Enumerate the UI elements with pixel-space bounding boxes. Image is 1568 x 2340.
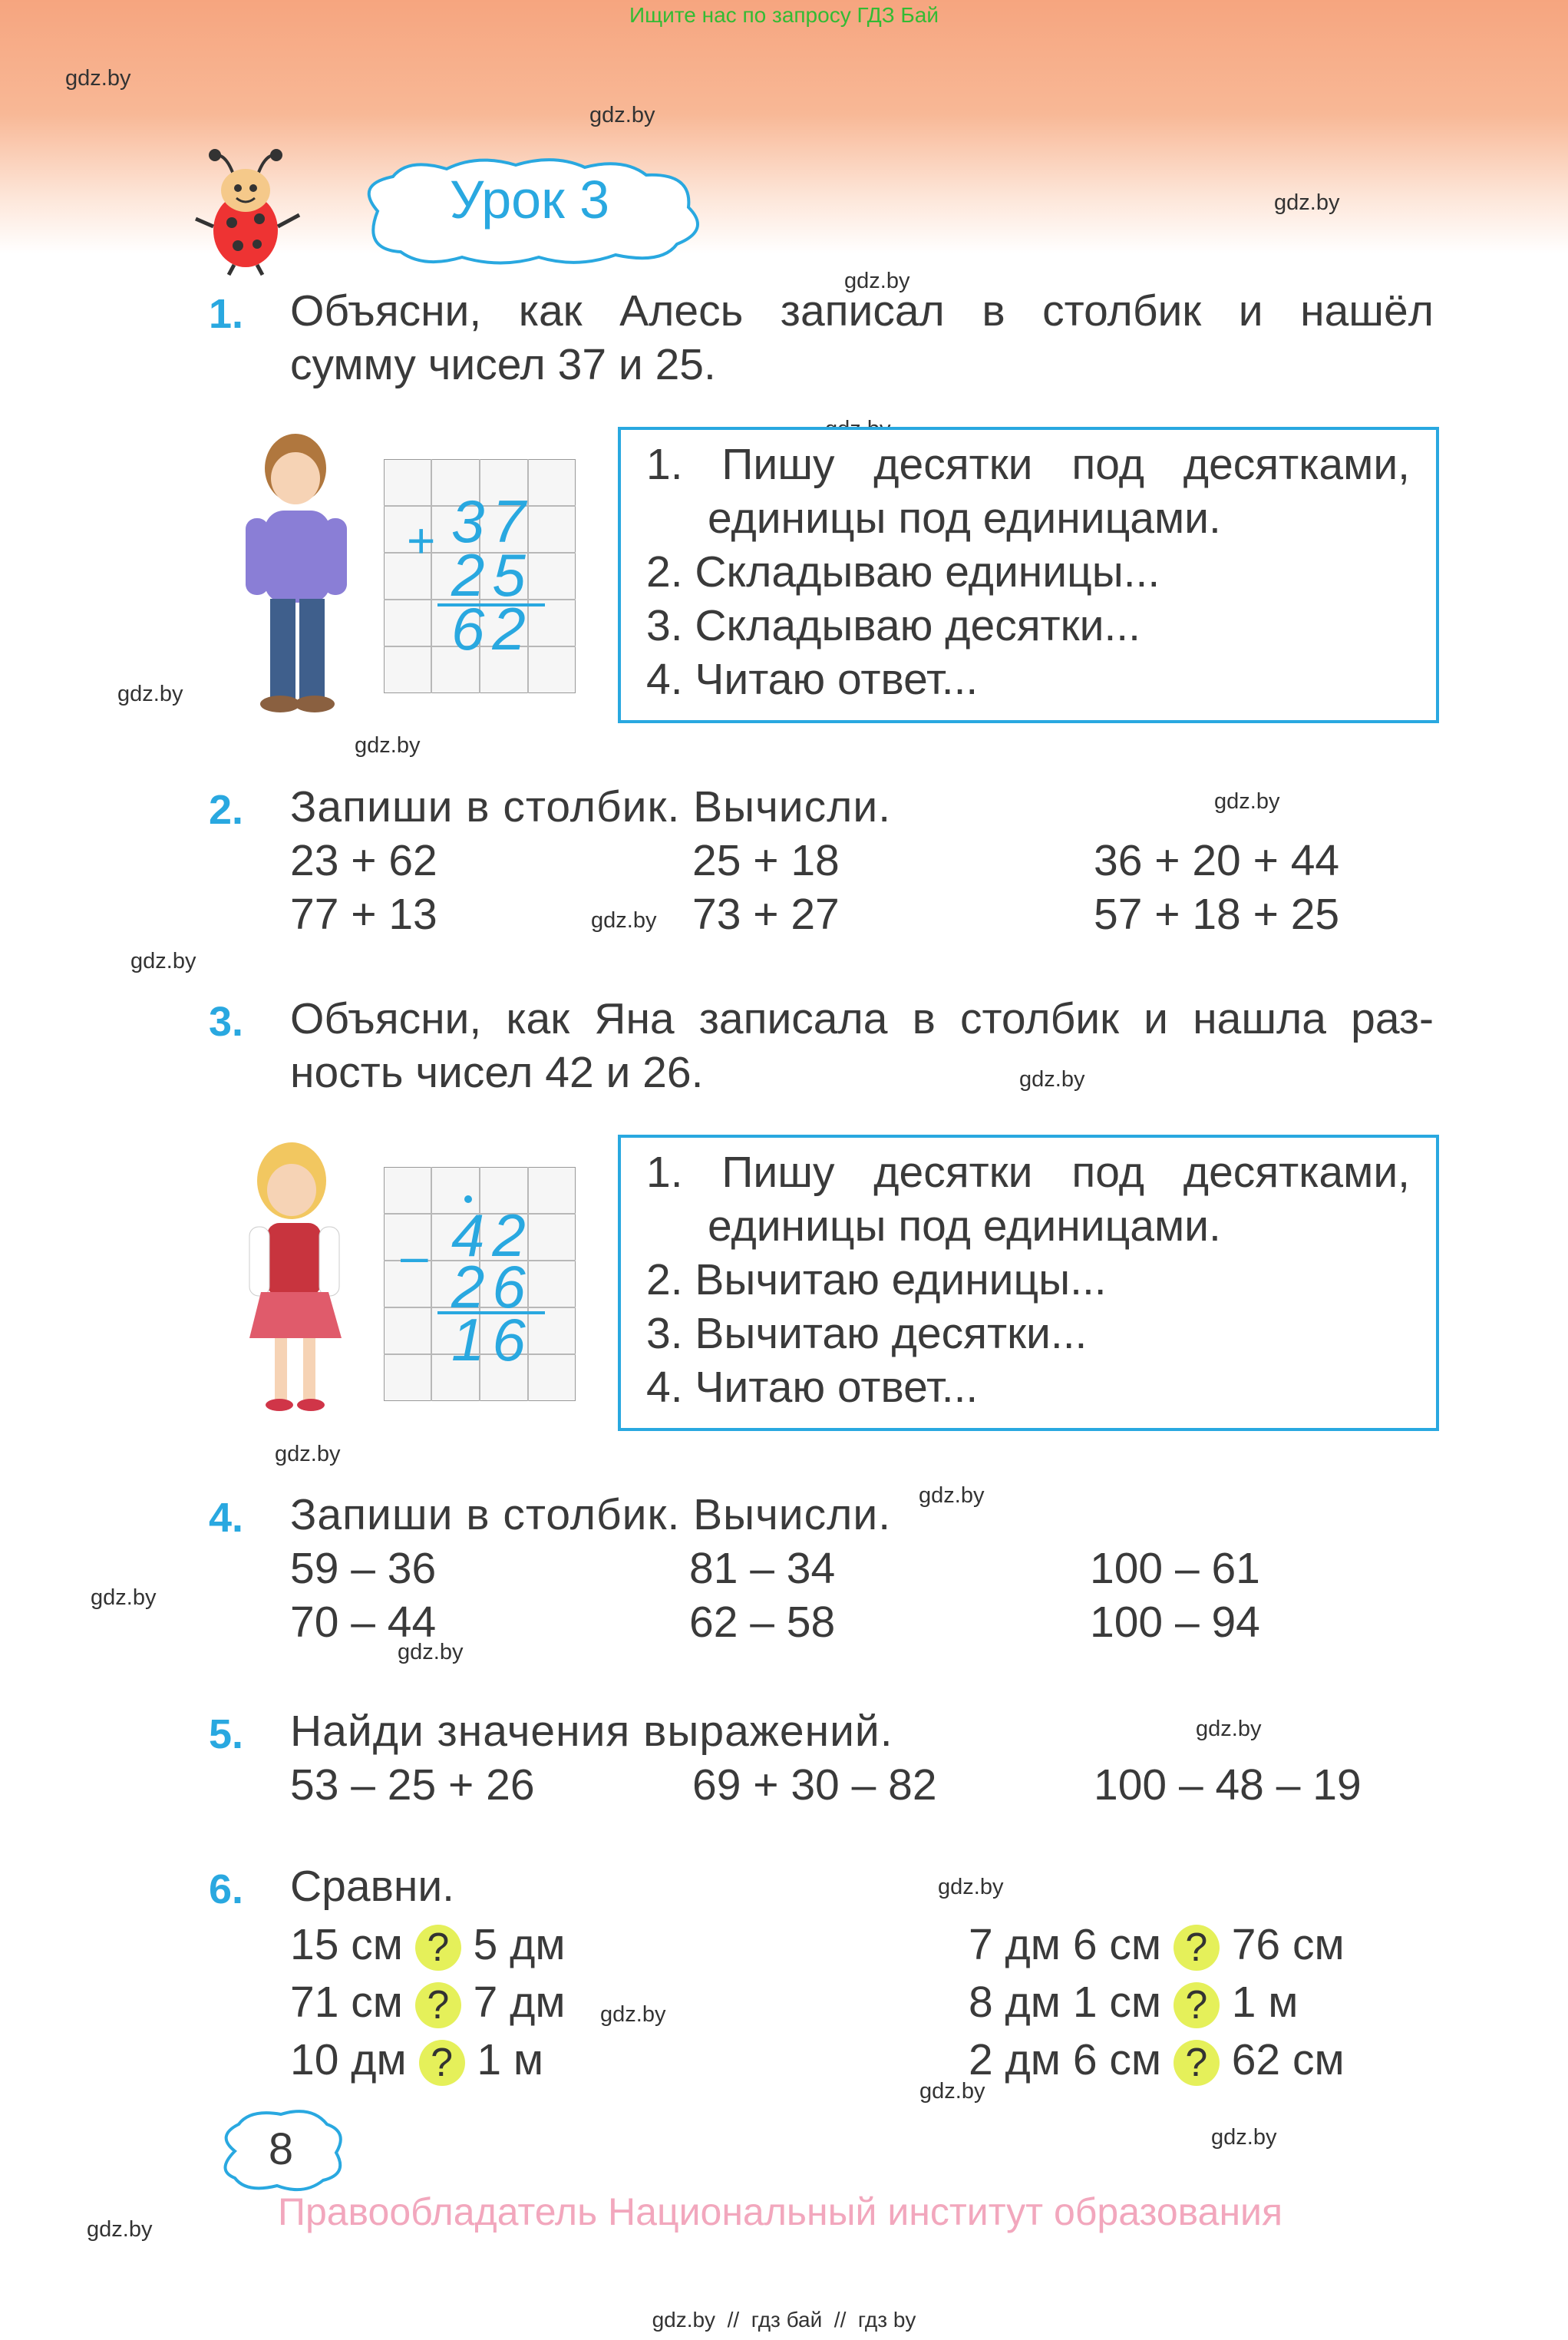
- compare-row: [290, 2034, 543, 2086]
- question-mark-icon: ?: [1174, 1925, 1220, 1971]
- watermark: gdz.by: [591, 908, 657, 933]
- column-addition-grid: [384, 459, 576, 693]
- minuend: 42: [451, 1201, 533, 1269]
- lesson-title: Урок 3: [449, 170, 610, 230]
- difference-result: 16: [451, 1306, 533, 1373]
- compare-left: 71 см: [290, 1978, 403, 2027]
- subtraction-sign: –: [401, 1228, 428, 1284]
- task-1-text-line2: сумму чисел 37 и 25.: [290, 340, 716, 389]
- task-4-number: 4.: [209, 1495, 244, 1541]
- expression: 70 – 44: [290, 1598, 437, 1647]
- task-2-number: 2.: [209, 787, 244, 833]
- compare-left: 7 дм 6 см: [969, 1920, 1162, 1969]
- watermark: gdz.by: [275, 1442, 341, 1466]
- bottom-site-links[interactable]: gdz.by // гдз бай // гдз by: [652, 2308, 916, 2332]
- addend-bottom: 25: [451, 541, 533, 609]
- task-3-text-line2: ность чисел 42 и 26.: [290, 1048, 704, 1097]
- watermark: gdz.by: [1019, 1067, 1085, 1092]
- expression: 23 + 62: [290, 836, 437, 885]
- compare-left: 8 дм 1 см: [969, 1978, 1162, 2027]
- watermark: gdz.by: [91, 1585, 157, 1610]
- compare-right: 76 см: [1231, 1920, 1345, 1969]
- watermark: gdz.by: [919, 1483, 985, 1508]
- task-2-title: Запиши в столбик. Вычисли.: [290, 782, 892, 831]
- task-6-number: 6.: [209, 1866, 244, 1912]
- task-1-step-1: 1. Пишу десятки под десятками,: [646, 440, 1410, 489]
- task-1-step-4: 4. Читаю ответ...: [646, 655, 979, 704]
- watermark: gdz.by: [919, 2079, 985, 2104]
- top-search-banner[interactable]: Ищите нас по запросу ГДЗ Бай: [629, 3, 939, 27]
- addition-sign: +: [407, 513, 436, 568]
- compare-right: 5 дм: [473, 1920, 566, 1969]
- addend-top: 37: [451, 488, 533, 555]
- expression: 59 – 36: [290, 1544, 437, 1593]
- ladybug-mascot-icon: [192, 146, 307, 276]
- expression: 100 – 94: [1090, 1598, 1260, 1647]
- task-1-text-line1: Объясни, как Алесь записал в столбик и нашёл: [290, 286, 1434, 335]
- task-3-step-2: 2. Вычитаю единицы...: [646, 1255, 1107, 1304]
- watermark: gdz.by: [589, 103, 655, 127]
- expression: 69 + 30 – 82: [692, 1760, 937, 1810]
- watermark: gdz.by: [844, 269, 910, 293]
- compare-right: 7 дм: [473, 1978, 566, 2027]
- watermark: gdz.by: [355, 733, 421, 758]
- sum-result: 62: [451, 595, 533, 663]
- task-6-title: Сравни.: [290, 1862, 455, 1911]
- compare-row: [290, 1919, 566, 1971]
- watermark: gdz.by: [1274, 190, 1340, 215]
- watermark: gdz.by: [1211, 2125, 1277, 2150]
- task-3-number: 3.: [209, 999, 244, 1045]
- expression: 53 – 25 + 26: [290, 1760, 535, 1810]
- task-1-number: 1.: [209, 291, 244, 337]
- subtrahend: 26: [451, 1253, 533, 1320]
- watermark: gdz.by: [1196, 1717, 1262, 1741]
- expression: 100 – 61: [1090, 1544, 1260, 1593]
- compare-right: 62 см: [1231, 2035, 1345, 2084]
- task-3-step-3: 3. Вычитаю десятки...: [646, 1309, 1088, 1358]
- question-mark-icon: ?: [1174, 1982, 1220, 2028]
- task-3-step-4: 4. Читаю ответ...: [646, 1363, 979, 1412]
- expression: 62 – 58: [689, 1598, 836, 1647]
- watermark: gdz.by: [130, 949, 196, 973]
- expression: 57 + 18 + 25: [1094, 890, 1340, 939]
- task-3-text-line1: Объясни, как Яна записала в столбик и нашла раз-: [290, 994, 1434, 1043]
- question-mark-icon: ?: [419, 2040, 465, 2086]
- task-3-step-1-cont: единицы под единицами.: [708, 1201, 1221, 1251]
- column-subtraction-grid: [384, 1167, 576, 1401]
- expression: 77 + 13: [290, 890, 437, 939]
- watermark: gdz.by: [600, 2002, 666, 2027]
- expression: 81 – 34: [689, 1544, 836, 1593]
- compare-left: 15 см: [290, 1920, 403, 1969]
- task-1-step-1-cont: единицы под единицами.: [708, 494, 1221, 543]
- question-mark-icon: ?: [415, 1982, 461, 2028]
- boy-illustration: [230, 426, 361, 718]
- compare-right: 1 м: [477, 2035, 544, 2084]
- question-mark-icon: ?: [1174, 2040, 1220, 2086]
- task-5-number: 5.: [209, 1711, 244, 1757]
- compare-left: 10 дм: [290, 2035, 407, 2084]
- compare-right: 1 м: [1231, 1978, 1299, 2027]
- task-4-title: Запиши в столбик. Вычисли.: [290, 1490, 892, 1539]
- page-number: 8: [268, 2124, 294, 2174]
- expression: 25 + 18: [692, 836, 840, 885]
- expression: 73 + 27: [692, 890, 840, 939]
- watermark: gdz.by: [938, 1875, 1004, 1899]
- task-1-step-2: 2. Складываю единицы...: [646, 547, 1160, 597]
- compare-row: [969, 1919, 1345, 1971]
- watermark: gdz.by: [87, 2217, 153, 2242]
- expression: 36 + 20 + 44: [1094, 836, 1340, 885]
- compare-row: [969, 2034, 1345, 2086]
- question-mark-icon: ?: [415, 1925, 461, 1971]
- expression: 100 – 48 – 19: [1094, 1760, 1362, 1810]
- task-3-step-1: 1. Пишу десятки под десятками,: [646, 1148, 1410, 1197]
- task-1-step-3: 3. Складываю десятки...: [646, 601, 1141, 650]
- watermark: gdz.by: [65, 66, 131, 91]
- compare-left: 2 дм 6 см: [969, 2035, 1162, 2084]
- watermark: gdz.by: [117, 682, 183, 706]
- compare-row: [290, 1977, 566, 2028]
- task-5-title: Найди значения выражений.: [290, 1707, 893, 1756]
- girl-illustration: [230, 1135, 361, 1419]
- watermark: gdz.by: [1214, 789, 1280, 814]
- watermark: gdz.by: [398, 1640, 464, 1664]
- compare-row: [969, 1977, 1298, 2028]
- copyright-notice: Правообладатель Национальный институт образования: [278, 2190, 1283, 2233]
